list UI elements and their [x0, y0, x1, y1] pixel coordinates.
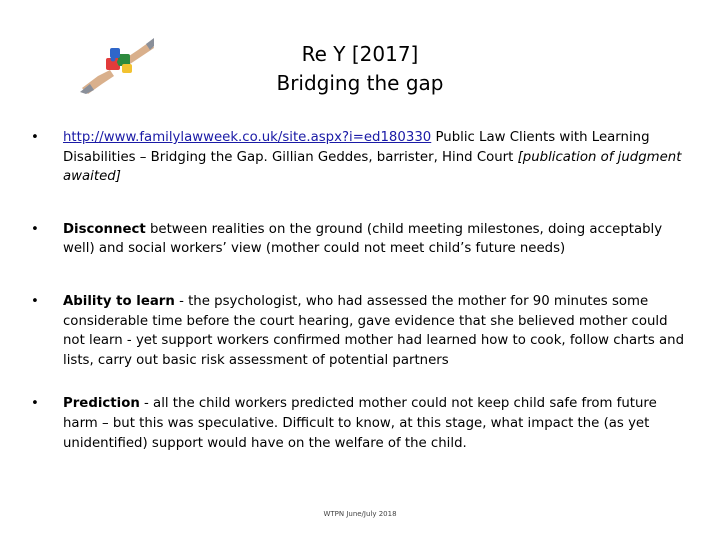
bullet-item-prediction: [30, 394, 686, 453]
bullet-item-ability-to-learn: [30, 292, 686, 370]
bullet-list: [30, 128, 686, 486]
bullet-italic-note: [publication of judgment awaited]: [63, 149, 682, 185]
bullet-dot: •: [31, 221, 39, 237]
slide-footer: WTPN June/July 2018: [323, 510, 397, 518]
familylawweek-link[interactable]: http://www.familylawweek.co.uk/site.aspx?i=ed180330: [63, 130, 432, 145]
title-line-1: Re Y [2017]: [301, 42, 419, 66]
bullet-text: - all the child workers predicted mother could not keep child safe from future harm – but this was speculative. Difficult to know, at this stage, what impact the (as yet unidentified) support would have on the welfare of the child.: [63, 396, 657, 451]
bullet-item-disconnect: [30, 220, 686, 259]
handshake-puzzle-icon: [80, 36, 154, 94]
bullet-dot: •: [31, 293, 39, 309]
bullet-heading: Ability to learn: [63, 293, 175, 309]
title-line-2: Bridging the gap: [276, 71, 444, 95]
bullet-text: between realities on the ground (child meeting milestones, doing acceptably well) and social workers’ view (mother could not meet child’s future needs): [63, 221, 663, 257]
bullet-item-reference: [30, 128, 686, 187]
bullet-dot: •: [31, 396, 39, 412]
bullet-dot: •: [31, 130, 39, 145]
bullet-text: - the psychologist, who had assessed the mother for 90 minutes some considerable time before the court hearing, gave evidence that she believed mother could not learn - yet support workers confirmed mother had learned how to cook, follow charts and lists, carry out basic risk assessment of potential partners: [63, 293, 685, 368]
bullet-text: Public Law Clients with Learning Disabilities – Bridging the Gap. Gillian Geddes, barrister, Hind Court: [63, 130, 650, 165]
bullet-heading: Disconnect: [63, 221, 146, 237]
slide-title: [180, 40, 540, 98]
bullet-heading: Prediction: [63, 396, 140, 412]
